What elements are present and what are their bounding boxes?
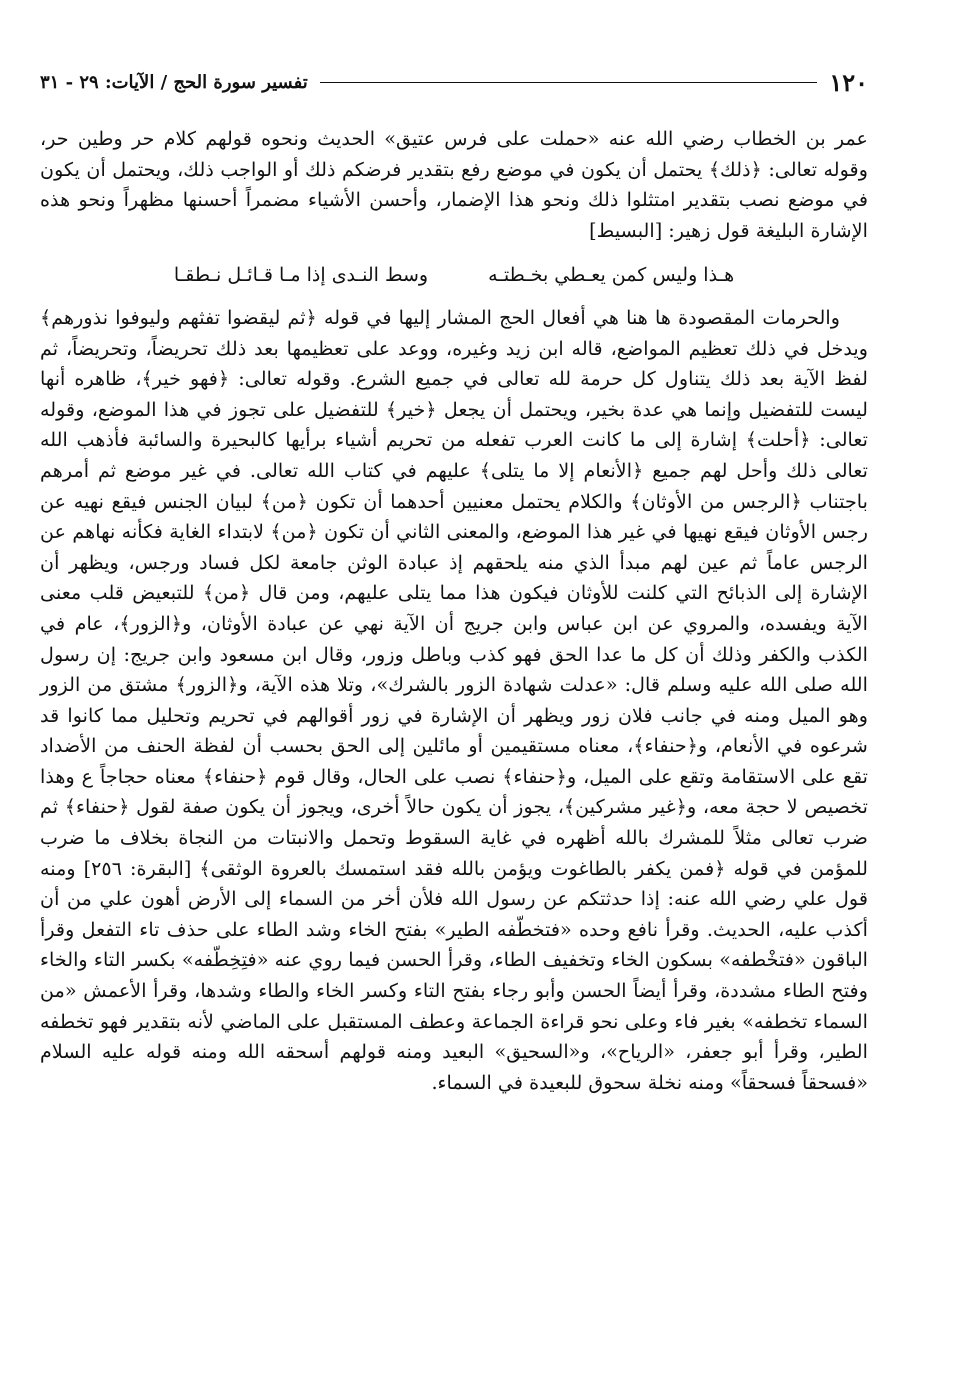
- page-header: [40, 62, 868, 102]
- verse-second-hemistich: وسط النـدى إذا مـا قـائـل نـطقـا: [173, 264, 429, 287]
- verse-first-hemistich: هـذا وليس كمن يعـطي بخـطتـه: [488, 264, 735, 287]
- page-number: ١٢٠: [829, 67, 868, 97]
- poetry-verse: [40, 260, 868, 291]
- header-rule: [320, 82, 818, 83]
- document-page: [40, 62, 868, 1362]
- paragraph: والحرمات المقصودة ها هنا هي أفعال الحج المشار إليها في قوله ﴿ثم ليقضوا تفثهم وليوفوا نذورهم﴾ ويدخل في ذلك تعظيم المواضع، قاله ابن زيد وغيره، ووعد على تعظيمها بعد ذلك تحريضاً، وتحريضاً، ثم لفظ الآية بعد ذلك يتناول كل حرمة لله تعالى في جميع الشرع. وقوله تعالى: ﴿فهو خير﴾، ظاهره أنها ليست للتفضيل وإنما هي عدة بخير، ويحتمل أن يجعل ﴿خير﴾ للتفضيل على تجوز في هذا الموضع، وقوله تعالى: ﴿أحلت﴾ إشارة إلى ما كانت العرب تفعله من تحريم أشياء برأيها كالبحيرة والسائبة فأذهب الله تعالى ذلك وأحل لهم جميع ﴿الأنعام إلا ما يتلى﴾ عليهم في كتاب الله تعالى. في غير موضع ثم أمرهم باجتناب ﴿الرجس من الأوثان﴾ والكلام يحتمل معنيين أحدهما أن تكون ﴿من﴾ لبيان الجنس فيقع نهيه عن رجس الأوثان فيقع نهيها في غير هذا الموضع، والمعنى الثاني أن تكون ﴿من﴾ لابتداء الغاية فكأنه نهاهم عن الرجس عاماً ثم عين لهم مبدأ الذي منه يلحقهم إذ عبادة الوثن جامعة لكل فساد ورجس، ويظهر أن الإشارة إلى الذبائح التي كلنت للأوثان فيكون هذا مما يتلى عليهم، ومن قال ﴿من﴾ للتبعيض قلب معنى الآية ويفسده، والمروي عن ابن عباس وابن جريج أن الآية نهي عن عبادة الأوثان، و﴿الزور﴾، عام في الكذب والكفر وذلك أن كل ما عدا الحق فهو كذب وباطل وزور، وقال ابن مسعود وابن جريج: إن رسول الله صلى الله عليه وسلم قال: «عدلت شهادة الزور بالشرك»، وتلا هذه الآية، و﴿الزور﴾ مشتق من الزور وهو الميل ومنه في جانب فلان زور ويظهر أن الإشارة في زور أقوالهم في تحريم وتحليل مما كانوا قد شرعوه في الأنعام، و﴿حنفاء﴾، معناه مستقيمين أو مائلين إلى الحق بحسب أن لفظة الحنف من الأضداد تقع على الاستقامة وتقع على الميل، و﴿حنفاء﴾ نصب على الحال، وقال قوم ﴿حنفاء﴾ معناه حجاجاً ع وهذا تخصيص لا حجة معه، و﴿غير مشركين﴾، يجوز أن يكون حالاً أخرى، ويجوز أن يكون صفة لقول ﴿حنفاء﴾ ثم ضرب تعالى مثلاً للمشرك بالله أظهره في غاية السقوط وتحمل والانبتات من النجاة بخلاف ما ضرب للمؤمن في قوله ﴿فمن يكفر بالطاغوت ويؤمن بالله فقد استمسك بالعروة الوثقى﴾ [البقرة: ٢٥٦] ومنه قول علي رضي الله عنه: إذا حدثتكم عن رسول الله فلأن أخر من السماء إلى الأرض أهون علي من أن أكذب عليه، الحديث. وقرأ نافع وحده «فتخطّفه الطير» بفتح الخاء وشد الطاء على حذف تاء التفعل وقرأ الباقون «فتخْطفه» بسكون الخاء وتخفيف الطاء، وقرأ الحسن فيما روي عنه «فتِخِطّفه» بكسر التاء والخاء وفتح الطاء مشددة، وقرأ أيضاً الحسن وأبو رجاء بفتح التاء وكسر الخاء والطاء وشدها، وقرأ الأعمش «من السماء تخطفه» بغير فاء وعلى نحو قراءة الجماعة وعطف المستقبل على الماضي لأنه بتقدير فهو تخطفه الطير، وقرأ أبو جعفر، «الرياح»، و«السحيق» البعيد ومنه قولهم أسحقه الله ومنه قوله عليه السلام «فسحقاً فسحقاً» ومنه نخلة سحوق للبعيدة في السماء.: [40, 305, 869, 1094]
- running-title: تفسير سورة الحج / الآيات: ٢٩ - ٣١: [40, 71, 308, 93]
- page-body: [40, 124, 868, 1098]
- paragraph: عمر بن الخطاب رضي الله عنه «حملت على فرس عتيق» الحديث ونحوه قولهم كلام حر وطين حر، وقوله تعالى: ﴿ذلك﴾ يحتمل أن يكون في موضع رفع بتقدير فرضكم ذلك أو الواجب ذلك، ويحتمل أن يكون في موضع نصب بتقدير امتثلوا ذلك ونحو هذا الإضمار، وأحسن الأشياء مضمراً أحسنها مظهراً ونحو هذه الإشارة البليغة قول زهير: [البسيط]: [40, 127, 868, 242]
